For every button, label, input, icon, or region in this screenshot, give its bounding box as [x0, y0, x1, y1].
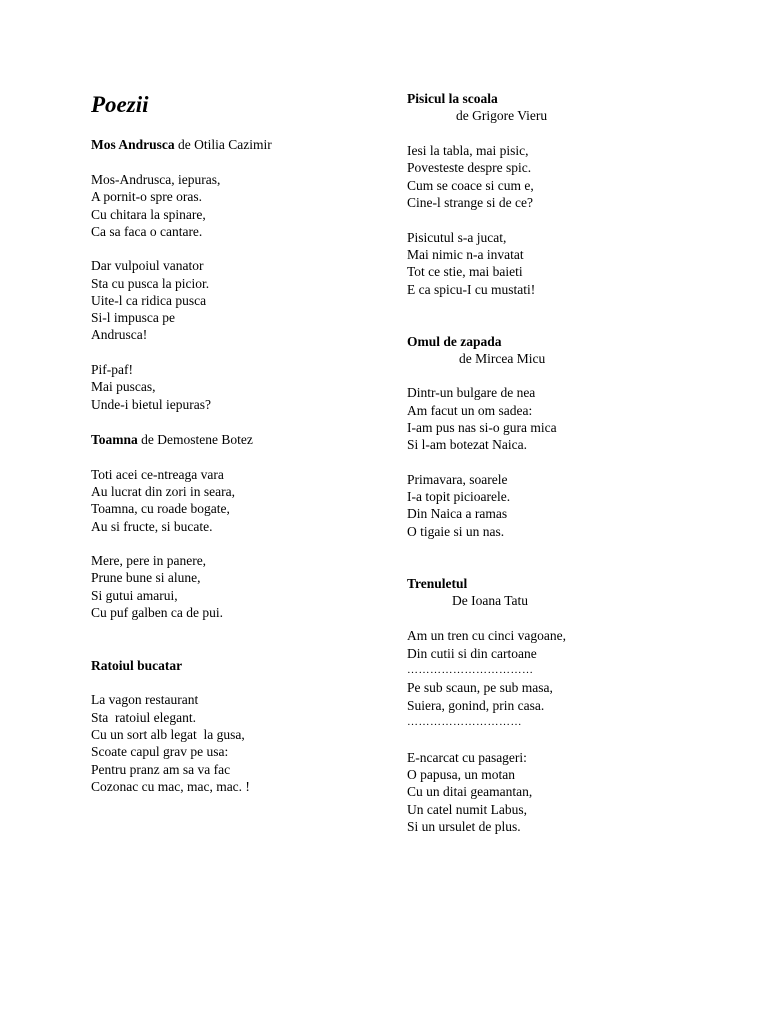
verse-line: Uite-l ca ridica pusca [91, 293, 207, 308]
verse-line: Cine-l strange si de ce? [407, 195, 533, 210]
poem-title: Toamna [91, 432, 138, 447]
verse-line: E-ncarcat cu pasageri: [407, 750, 527, 765]
verse-line: Scoate capul grav pe usa: [91, 744, 229, 759]
verse-line: Cozonac cu mac, mac, mac. ! [91, 779, 250, 794]
poem-author: de Mircea Micu [459, 351, 546, 366]
poem-title: Omul de zapada [407, 334, 502, 349]
verse-line: Mere, pere in panere, [91, 553, 207, 568]
poem-author: de Demostene Botez [137, 432, 253, 447]
verse-line: Andrusca! [91, 327, 148, 342]
ellipsis-divider: ………………………… [407, 716, 522, 728]
verse-line: Dintr-un bulgare de nea [407, 385, 536, 400]
verse-line: Povesteste despre spic. [407, 160, 532, 175]
verse-line: Un catel numit Labus, [407, 802, 527, 817]
poem-title: Pisicul la scoala [407, 91, 498, 106]
poem-title: Mos Andrusca [91, 137, 175, 152]
verse-line: Si un ursulet de plus. [407, 819, 521, 834]
verse-line: Mos-Andrusca, iepuras, [91, 172, 221, 187]
poem-heading-mos-andrusca [91, 136, 272, 153]
verse-line: I-a topit picioarele. [407, 489, 511, 504]
verse-line: Suiera, gonind, prin casa. [407, 698, 545, 713]
verse-line: Primavara, soarele [407, 472, 508, 487]
verse-line: Cu puf galben ca de pui. [91, 605, 223, 620]
verse-line: Tot ce stie, mai baieti [407, 264, 523, 279]
verse-line: Pif-paf! [91, 362, 133, 377]
poem-author: de Otilia Cazimir [174, 137, 272, 152]
verse-line: Din cutii si din cartoane [407, 646, 537, 661]
verse-line: Pe sub scaun, pe sub masa, [407, 680, 553, 695]
verse-line: E ca spicu-I cu mustati! [407, 282, 536, 297]
page-title: Poezii [91, 92, 149, 117]
verse-line: I-am pus nas si-o gura mica [407, 420, 557, 435]
verse-line: Toamna, cu roade bogate, [91, 501, 230, 516]
verse-line: Unde-i bietul iepuras? [91, 397, 211, 412]
verse-line: Au si fructe, si bucate. [91, 519, 213, 534]
verse-line: Toti acei ce-ntreaga vara [91, 467, 224, 482]
verse-line: Au lucrat din zori in seara, [91, 484, 235, 499]
verse-line: O papusa, un motan [407, 767, 515, 782]
verse-line: Sta cu pusca la picior. [91, 276, 210, 291]
verse-line: Pisicutul s-a jucat, [407, 230, 507, 245]
verse-line: O tigaie si un nas. [407, 524, 505, 539]
verse-line: Cu un sort alb legat la gusa, [91, 727, 245, 742]
verse-line: Dar vulpoiul vanator [91, 258, 204, 273]
verse-line: Si l-am botezat Naica. [407, 437, 527, 452]
verse-line: La vagon restaurant [91, 692, 199, 707]
poem-author: De Ioana Tatu [452, 593, 529, 608]
verse-line: Prune bune si alune, [91, 570, 201, 585]
poem-author: de Grigore Vieru [456, 108, 548, 123]
verse-line: Din Naica a ramas [407, 506, 508, 521]
verse-line: Am facut un om sadea: [407, 403, 533, 418]
poem-title: Ratoiul bucatar [91, 658, 183, 673]
verse-line: Mai puscas, [91, 379, 156, 394]
verse-line: Pentru pranz am sa va fac [91, 762, 231, 777]
verse-line: Ca sa faca o cantare. [91, 224, 203, 239]
verse-line: Mai nimic n-a invatat [407, 247, 524, 262]
verse-line: Sta ratoiul elegant. [91, 710, 196, 725]
poem-heading-toamna [91, 431, 253, 448]
ellipsis-divider: …………………………… [407, 664, 534, 676]
verse-line: Cu chitara la spinare, [91, 207, 206, 222]
verse-line: Si gutui amarui, [91, 588, 178, 603]
verse-line: Cu un ditai geamantan, [407, 784, 533, 799]
poem-title: Trenuletul [407, 576, 468, 591]
verse-line: Cum se coace si cum e, [407, 178, 534, 193]
verse-line: A pornit-o spre oras. [91, 189, 202, 204]
verse-line: Si-l impusca pe [91, 310, 175, 325]
verse-line: Iesi la tabla, mai pisic, [407, 143, 529, 158]
verse-line: Am un tren cu cinci vagoane, [407, 628, 566, 643]
